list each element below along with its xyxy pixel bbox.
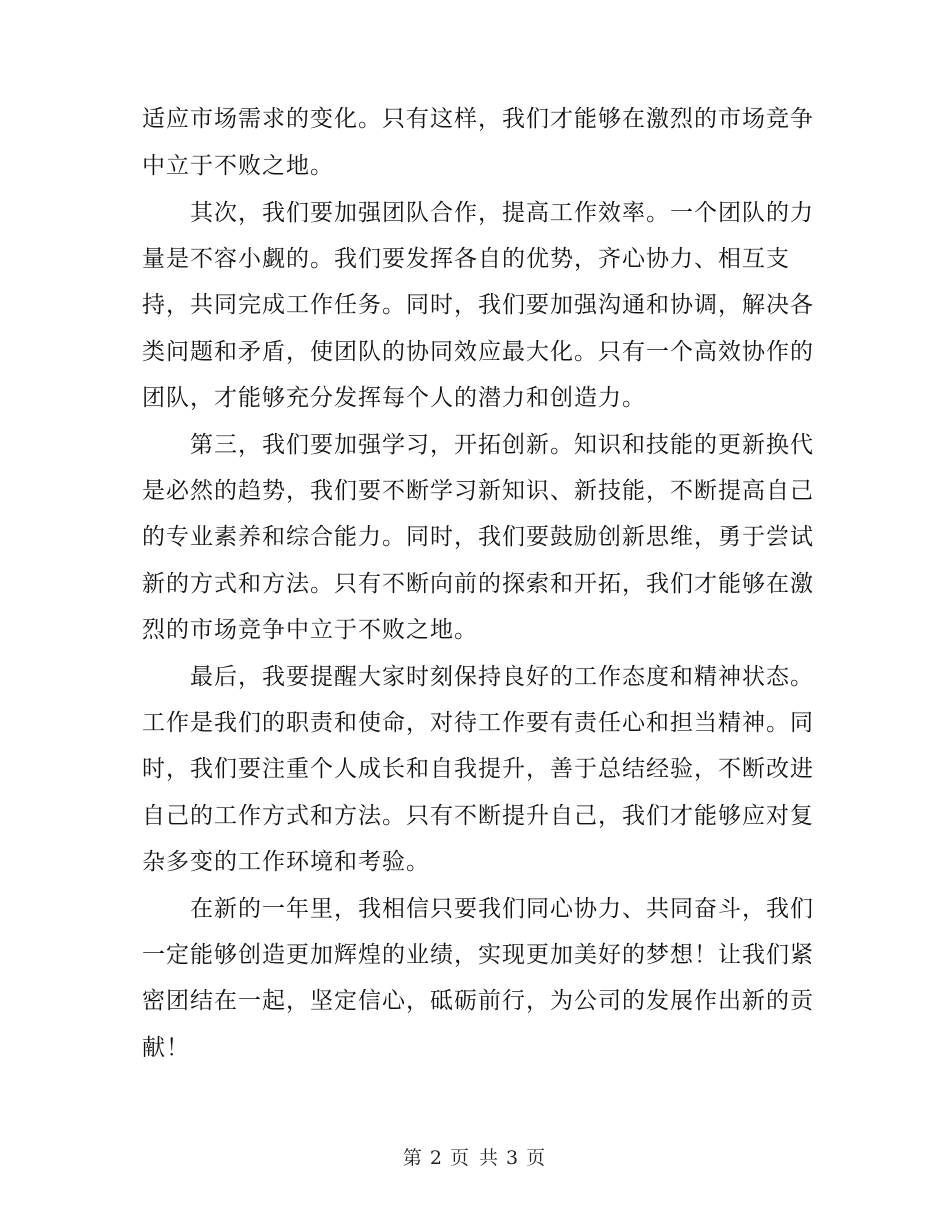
text-line: 中立于不败之地。	[142, 153, 334, 179]
text-line: 适应市场需求的变化。只有这样，我们才能够在激烈的市场竞争	[142, 106, 814, 132]
text-line: 烈的市场竞争中立于不败之地。	[142, 617, 478, 643]
text-line: 一定能够创造更加辉煌的业绩，实现更加美好的梦想！让我们紧	[142, 942, 814, 968]
text-line: 新的方式和方法。只有不断向前的探索和开拓，我们才能够在激	[142, 571, 814, 597]
text-line: 献！	[142, 1035, 190, 1061]
text-line: 其次，我们要加强团队合作，提高工作效率。一个团队的力	[142, 200, 814, 226]
text-line: 自己的工作方式和方法。只有不断提升自己，我们才能够应对复	[142, 803, 814, 829]
text-line: 密团结在一起，坚定信心，砥砺前行，为公司的发展作出新的贡	[142, 988, 814, 1014]
text-line: 的专业素养和综合能力。同时，我们要鼓励创新思维，勇于尝试	[142, 524, 814, 550]
page-label-prefix: 第	[402, 1147, 424, 1169]
text-line: 杂多变的工作环境和考验。	[142, 849, 430, 875]
text-line: 时，我们要注重个人成长和自我提升，善于总结经验，不断改进	[142, 756, 814, 782]
page-label-mid: 页 共	[449, 1147, 501, 1169]
page-label-suffix: 页	[526, 1147, 548, 1169]
text-line: 团队，才能够充分发挥每个人的潜力和创造力。	[142, 385, 646, 411]
text-line: 工作是我们的职责和使命，对待工作要有责任心和担当精神。同	[142, 710, 814, 736]
text-line: 类问题和矛盾，使团队的协同效应最大化。只有一个高效协作的	[142, 339, 814, 365]
text-line: 第三，我们要加强学习，开拓创新。知识和技能的更新换代	[142, 432, 814, 458]
text-line: 最后，我要提醒大家时刻保持良好的工作态度和精神状态。	[142, 664, 814, 690]
total-pages: 3	[506, 1147, 521, 1169]
text-line: 持，共同完成工作任务。同时，我们要加强沟通和协调，解决各	[142, 292, 814, 318]
text-line: 量是不容小觑的。我们要发挥各自的优势，齐心协力、相互支	[142, 246, 790, 272]
page-number: 2	[429, 1147, 444, 1169]
page-footer	[0, 1146, 950, 1170]
text-line: 在新的一年里，我相信只要我们同心协力、共同奋斗，我们	[142, 896, 814, 922]
text-line: 是必然的趋势，我们要不断学习新知识、新技能，不断提高自己	[142, 478, 814, 504]
